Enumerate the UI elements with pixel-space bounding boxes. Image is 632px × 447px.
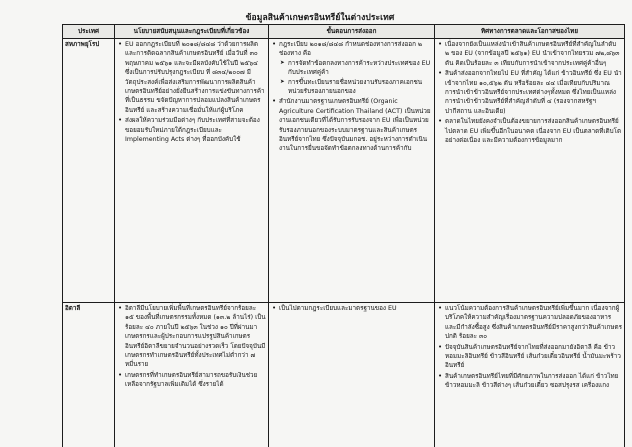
export-channel: ➤ การจัดทำข้อตกลงทางการค้าระหว่างประเทศของ EU กับประเทศคู่ค้า	[288, 59, 432, 78]
export-item: • สำนักงานมาตรฐานเกษตรอินทรีย์ (Organic Agriculture Certification Thailand (ACT) เป็นหน่วยงานเอกชนเดียวที่ได้รับการรับรองจาก EU เพื่อเป็นหน่วยรับรองภายนอกของระบบมาตรฐานและสินค้าเกษตรอินทรีย์จากไทย ซึ่งปัจจุบันมกอช. อยู่ระหว่างการดำเนินงานในการยื่นขอจัดทำข้อตกลงทางด้านการค้ากับ	[279, 97, 432, 153]
policy-item: • ส่งผลให้ความร่วมมือต่างๆ กับประเทศที่สามจะต้องขอยอมรับใหม่ภายใต้กฎระเบียบและ Implementing Acts ต่างๆ ที่ออกบังคับใช้	[125, 116, 266, 144]
export-channel: ➤ การขึ้นทะเบียนรายชื่อหน่วยงานรับรองภาคเอกชนหน่วยรับรองภายนอกของ	[288, 78, 432, 97]
country-cell	[63, 39, 115, 303]
export-intro: กฎระเบียบ ๒๐๑๘/๘๔๘ กำหนดช่องทางการส่งออก ๒ ช่องทาง คือ	[279, 41, 423, 58]
market-item: • ปัจจุบันสินค้าเกษตรอินทรีย์จากไทยที่ส่งออกมายังอิตาลี คือ ข้าวหอมมะลิอินทรีย์ ข้าวสีอินทรีย์ เส้นก๋วยเตี๋ยวอินทรีย์ น้ำมันมะพร้าวอินทรีย์	[445, 343, 622, 371]
country-cell	[63, 303, 115, 447]
table-row	[63, 303, 625, 447]
table-header-row	[63, 25, 625, 39]
document-title: ข้อมูลสินค้าเกษตรอินทรีย์ในต่างประเทศ	[245, 13, 395, 23]
market-item: • เนื่องจากยังเป็นแหล่งนำเข้าสินค้าเกษตรอินทรีย์ที่สำคัญในลำดับ ๒ ของ EU (จากข้อมูลปี ๒๕๖๑) EU นำเข้าจากไทยรวม ๗๒,๘๖๓ ตัน คิดเป็นร้อยละ ๓ เทียบกับการนำเข้าจากประเทศคู่ค้าอื่นๆ	[445, 40, 622, 68]
market-cell	[435, 39, 625, 303]
policy-cell	[115, 303, 269, 447]
market-item: • สินค้าเกษตรอินทรีย์ไทยที่มีศักยภาพในการส่งออก ได้แก่ ข้าวไทย ข้าวหอมมะลิ ข้าวสีต่างๆ เส้นก๋วยเตี๋ยว ซอสปรุงรส เครื่องแกง	[445, 372, 622, 391]
header-market: ทิศทางการตลาดและโอกาสของไทย	[435, 25, 625, 39]
header-country: ประเทศ	[63, 25, 115, 39]
policy-item: • อิตาลีมีนโยบายเพิ่มพื้นที่เกษตรอินทรีย์จากร้อยละ ๑๕ ของพื้นที่เกษตรกรรมทั้งหมด (๑๓.๒ ล้านไร่) เป็นร้อยละ ๔๐ ภายในปี ๒๕๖๓ ในช่วง ๑๐ ปีที่ผ่านมา เกษตรกรและผู้ประกอบการแปรรูปสินค้าเกษตรอินทรีย์อิตาลีขยายจำนวนอย่างรวดเร็ว โดยปัจจุบันมีเกษตรกรทำเกษตรอินทรีย์ทั้งประเทศไม่ต่ำกว่า ๗ หมื่นราย	[125, 304, 266, 370]
export-cell	[269, 303, 435, 447]
market-item: • แนวโน้มความต้องการสินค้าเกษตรอินทรีย์เพิ่มขึ้นมาก เนื่องจากผู้บริโภคให้ความสำคัญเรื่องมาตรฐานความปลอดภัยของอาหาร และมีกำลังซื้อสูง ซึ่งสินค้าเกษตรอินทรีย์มีราคาสูงกว่าสินค้าเกษตรปกติ ร้อยละ ๓๐	[445, 304, 622, 342]
policy-cell	[115, 39, 269, 303]
country-name: อิตาลี	[65, 305, 81, 312]
export-item	[279, 40, 432, 96]
market-item: • ตลาดในไทยยังคงจำเป็นต้องขยายการส่งออกสินค้าเกษตรอินทรีย์ไปตลาด EU เพิ่มขึ้นอีกในอนาคต เนื่องจาก EU เป็นตลาดที่เติบโตอย่างต่อเนื่อง และมีความต้องการข้อมูลมาก	[445, 117, 622, 145]
market-item: • สินค้าส่งออกจากไทยไป EU ที่สำคัญ ได้แก่ ข้าวอินทรีย์ ซึ่ง EU นำเข้าจากไทย ๑๐,๕๖๒ ตัน หรือร้อยละ ๔๔ เมื่อเทียบกับปริมาณการนำเข้าข้าวอินทรีย์จากประเทศต่างๆทั้งหมด ซึ่งไทยเป็นแหล่งการนำเข้าข้าวอินทรีย์ที่สำคัญลำดับที่ ๔ (รองจากสหรัฐฯ ปากีสถาน และอินเดีย)	[445, 69, 622, 116]
header-export: ขั้นตอนการส่งออก	[269, 25, 435, 39]
country-name: สหภาพยุโรป	[65, 41, 100, 48]
export-item: • เป็นไปตามกฎระเบียบและมาตรฐานของ EU	[279, 304, 432, 313]
policy-item: • EU ออกกฎระเบียบที่ ๒๐๑๘/๘๔๘ ว่าด้วยการผลิตและการติดฉลากสินค้าเกษตรอินทรีย์ เมื่อวันที่ ๓๐ พฤษภาคม ๒๕๖๑ และจะมีผลบังคับใช้ในปี ๒๕๖๔ ซึ่งเป็นการปรับปรุงกฎระเบียบ ที่ ๘๓๔/๒๐๐๗ มีวัตถุประสงค์เพื่อส่งเสริมการพัฒนาการผลิตสินค้าเกษตรอินทรีย์อย่างยั่งยืนสร้างการแข่งขันทางการค้าที่เป็นธรรม ขจัดปัญหาการปลอมแปลงสินค้าเกษตรอินทรีย์ และสร้างความเชื่อมั่นให้แก่ผู้บริโภค	[125, 40, 266, 115]
market-cell	[435, 303, 625, 447]
table-row	[63, 39, 625, 303]
header-policy: นโยบายสนับสนุนและกฎระเบียบที่เกี่ยวข้อง	[115, 25, 269, 39]
policy-item: • เกษตรกรที่ทำเกษตรอินทรีย์สามารถขอรับเงินช่วยเหลือจากรัฐบาลเพิ่มเติมได้ ซึ่งรายได้	[125, 371, 266, 390]
export-cell	[269, 39, 435, 303]
organic-info-table	[62, 24, 625, 447]
